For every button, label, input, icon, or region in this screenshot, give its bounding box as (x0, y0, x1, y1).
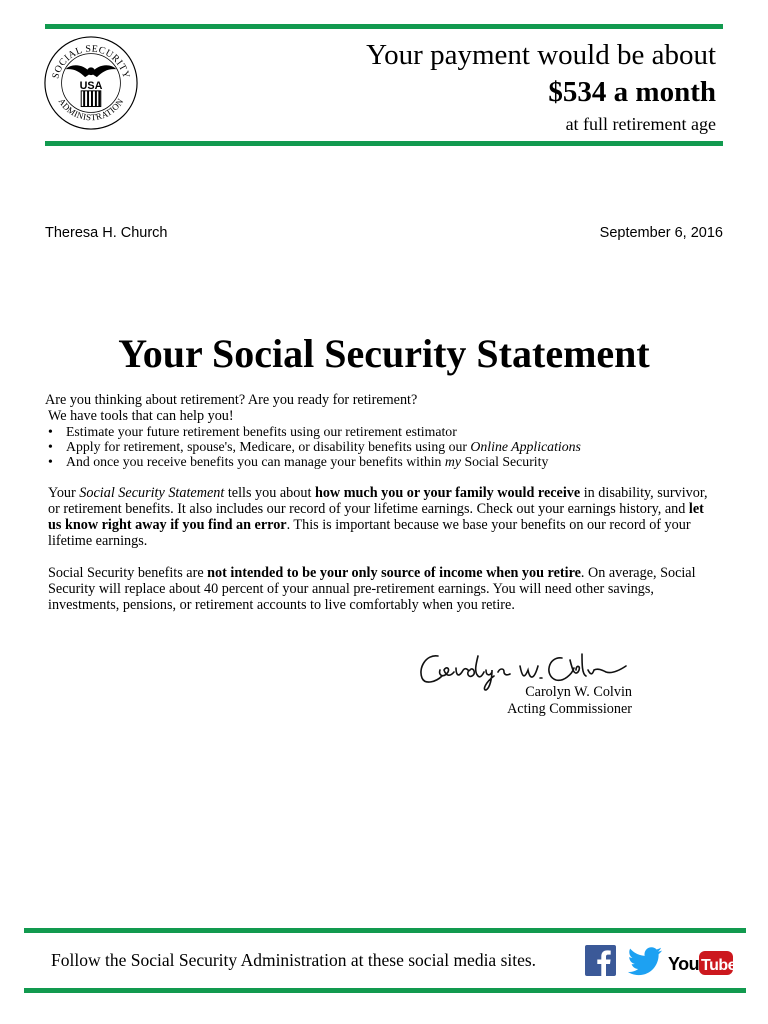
svg-text:You: You (668, 954, 700, 974)
svg-text:ADMINISTRATION: ADMINISTRATION (56, 96, 126, 123)
recipient-name: Theresa H. Church (45, 225, 168, 241)
footer-top-rule (24, 928, 746, 933)
svg-text:Tube: Tube (701, 957, 734, 974)
statement-paragraph: Your Social Security Statement tells you about how much you or your family would receive in disability, survivor, or retirement benefits. It also includes our record of your lifetime earnings. Check out your earnings history, and let us know right away if you find an error. This is important because we base your benefits on our record of your lifetime earnings. (48, 485, 708, 549)
statement-date: September 6, 2016 (599, 225, 723, 241)
payment-intro: Your payment would be about (366, 39, 716, 71)
intro-tools: We have tools that can help you! (48, 408, 234, 424)
list-item: • And once you receive benefits you can manage your benefits within my Social Security (48, 454, 728, 469)
header-bottom-rule (45, 141, 723, 146)
income-paragraph: Social Security benefits are not intended to be your only source of income when you retire. On average, Social Security will replace about 40 percent of your annual pre-retirement earnings. You will need other savings, investments, pensions, or retirement accounts to live comfortably when you retire. (48, 565, 696, 613)
ssa-seal-logo (42, 34, 140, 132)
signer-title: Acting Commissioner (507, 701, 632, 717)
signer-block (507, 684, 632, 718)
list-item: • Estimate your future retirement benefits using our retirement estimator (48, 424, 728, 439)
svg-text:SOCIAL SECURITY: SOCIAL SECURITY (50, 43, 132, 81)
tools-list (48, 424, 728, 469)
list-item: • Apply for retirement, spouse's, Medicare, or disability benefits using our Online Applications (48, 439, 728, 454)
intro-question: Are you thinking about retirement? Are you ready for retirement? (45, 392, 418, 408)
payment-estimate (366, 38, 716, 136)
header-top-rule (45, 24, 723, 29)
page-title: Your Social Security Statement (118, 331, 650, 376)
payment-amount: $534 a month (548, 76, 716, 108)
signer-name: Carolyn W. Colvin (525, 684, 632, 700)
facebook-icon[interactable] (585, 945, 616, 976)
footer-bottom-rule (24, 988, 746, 993)
social-media-footer-text: Follow the Social Security Administration at these social media sites. (51, 950, 537, 970)
twitter-icon[interactable] (627, 946, 663, 977)
youtube-icon[interactable] (668, 948, 734, 978)
statement-body (45, 392, 728, 613)
online-applications-link[interactable]: Online Applications (470, 439, 581, 454)
payment-condition: at full retirement age (565, 114, 716, 134)
svg-text:USA: USA (79, 79, 103, 92)
